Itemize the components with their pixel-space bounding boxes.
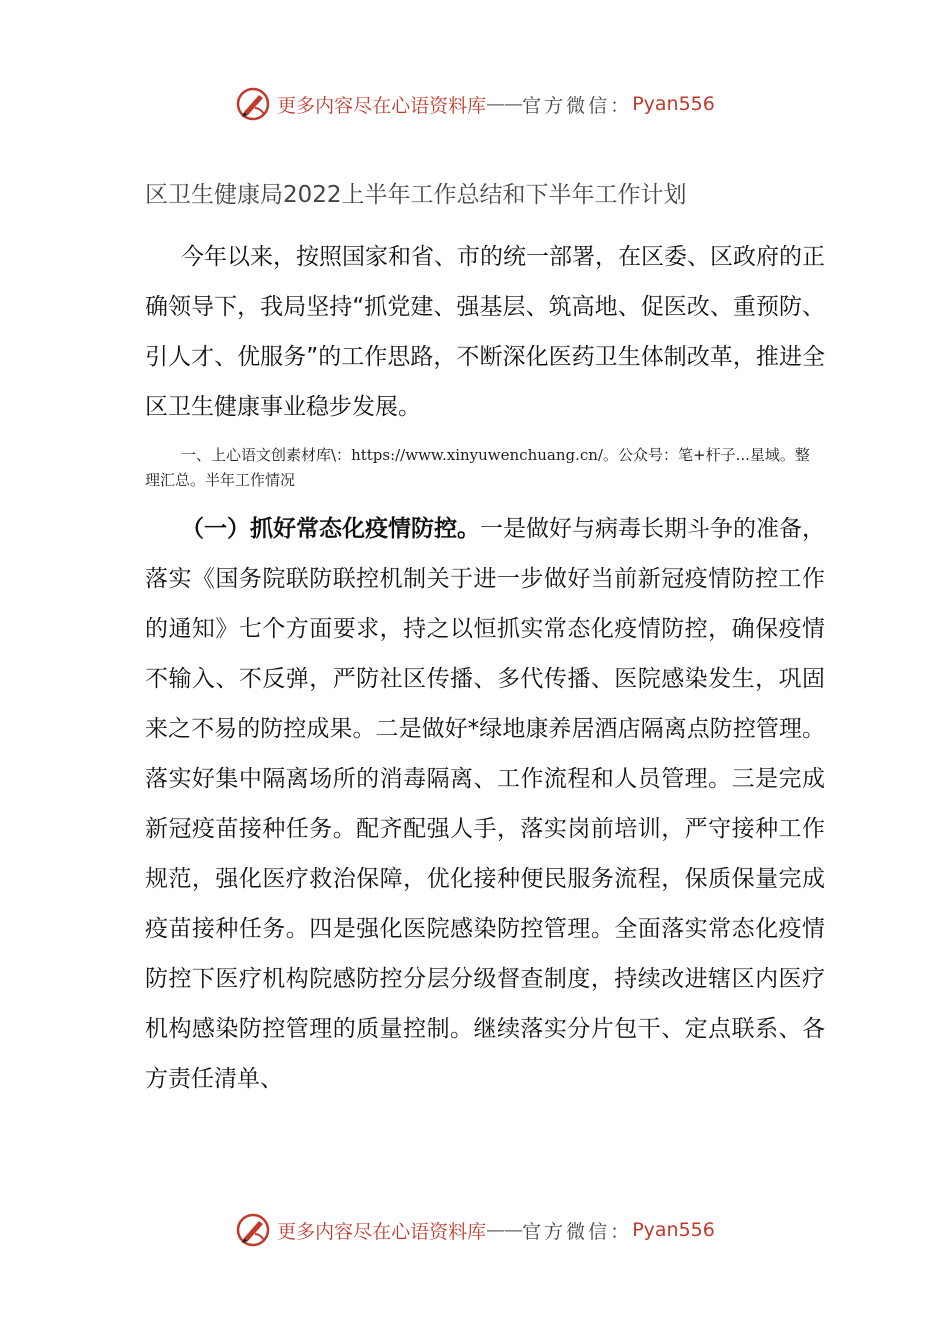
intro-text: 今年以来，按照国家和省、市的统一部署，在区委、区政府的正确领导下，我局坚持“抓党建、强基层、筑高地、促医改、重预防、引人才、优服务”的工作思路，不断深化医药卫生体制改革，推进全区卫生健康事业稳步发展。 (145, 244, 825, 420)
banner-label: 官方微信： (522, 94, 633, 117)
banner-wechat-id: Pyan556 (632, 93, 715, 115)
banner-wechat-id: Pyan556 (632, 1219, 715, 1241)
note-url: https://www.xinyuwenchuang.cn/ (351, 446, 603, 464)
header-banner (0, 82, 950, 126)
pen-logo-icon (235, 86, 271, 122)
pen-logo-icon (235, 1212, 271, 1248)
source-note (145, 443, 815, 493)
note-suffix: 。公众号：笔+杆子...星域。整理汇总。半年工作情况 (145, 446, 810, 489)
section-1-paragraph (145, 504, 825, 1104)
footer-banner (0, 1208, 950, 1252)
intro-paragraph (145, 232, 825, 432)
section-1-body: 一是做好与病毒长期斗争的准备，落实《国务院联防联控机制关于进一步做好当前新冠疫情防控工作的通知》七个方面要求，持之以恒抓实常态化疫情防控，确保疫情不输入、不反弹，严防社区传播、多代传播、医院感染发生，巩固来之不易的防控成果。二是做好*绿地康养居酒店隔离点防控管理。落实好集中隔离场所的消毒隔离、工作流程和人员管理。三是完成新冠疫苗接种任务。配齐配强人手，落实岗前培训，严守接种工作规范，强化医疗救治保障，优化接种便民服务流程，保质保量完成疫苗接种任务。四是强化医院感染防控管理。全面落实常态化疫情防控下医疗机构院感防控分层分级督查制度，持续改进辖区内医疗机构感染防控管理的质量控制。继续落实分片包干、定点联系、各方责任清单、 (145, 516, 825, 1092)
banner-text: 更多内容尽在心语资料库 (277, 94, 487, 117)
note-prefix: 一、上心语文创素材库\： (181, 446, 352, 464)
banner-text: 更多内容尽在心语资料库 (277, 1220, 487, 1243)
section-1-heading: （一）抓好常态化疫情防控。 (181, 516, 480, 542)
banner-dash: —— (486, 1219, 523, 1241)
document-title: 区卫生健康局2022上半年工作总结和下半年工作计划 (145, 182, 687, 208)
banner-dash: —— (486, 93, 523, 115)
banner-label: 官方微信： (522, 1220, 633, 1243)
